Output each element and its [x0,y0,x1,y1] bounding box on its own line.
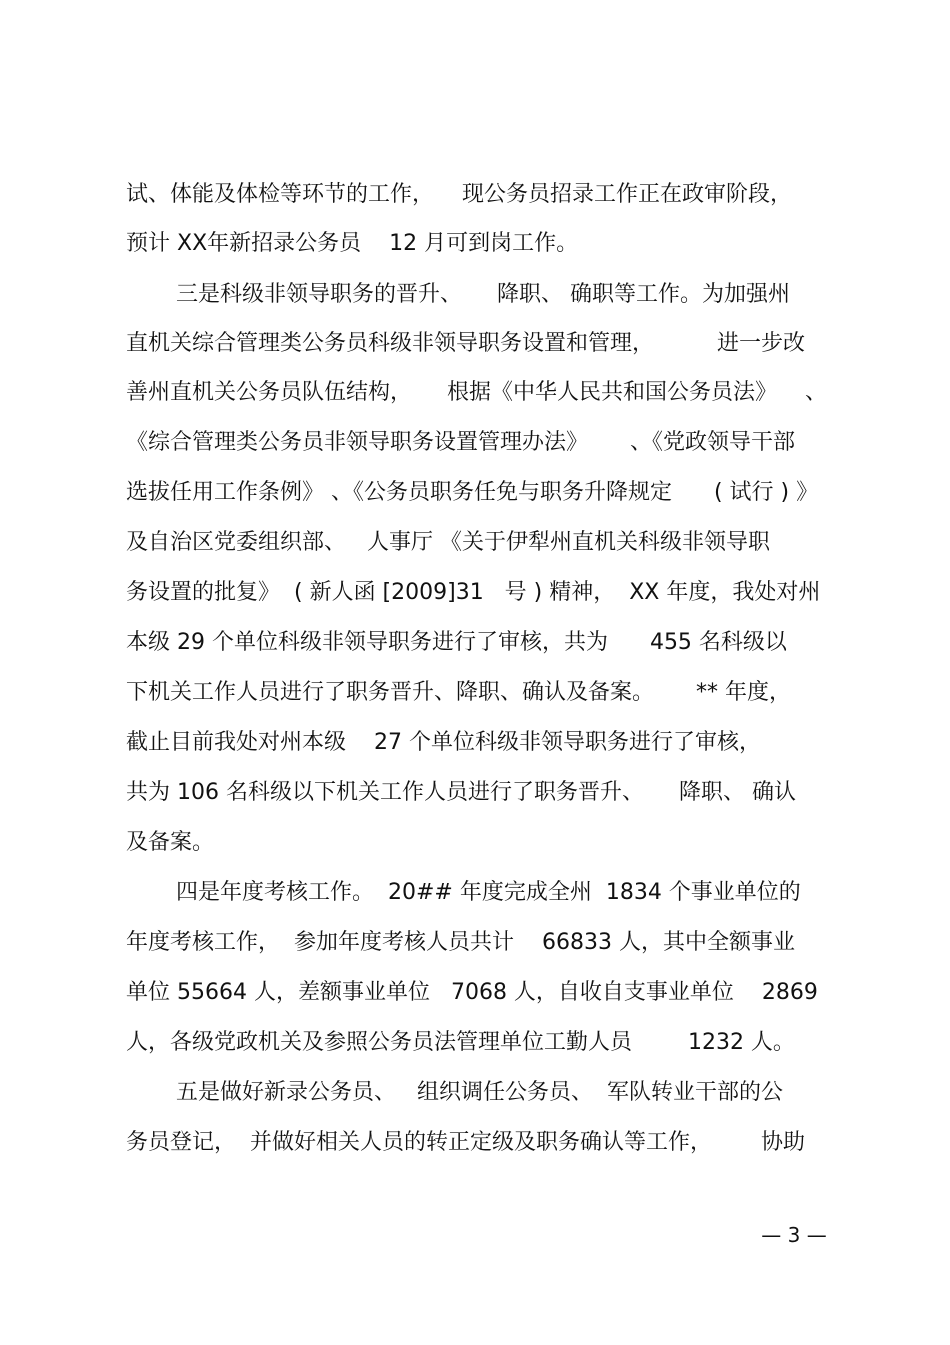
paragraph-line: 人，各级党政机关及参照公务员法管理单位工勤人员 1232 人。 [126,1030,795,1055]
paragraph-line: 四是年度考核工作。 20## 年度完成全州 1834 个事业单位的 [176,880,801,905]
paragraph-line: 预计 XX年新招录公务员 12 月可到岗工作。 [126,231,579,256]
paragraph-line: 单位 55664 人，差额事业单位 7068 人，自收自支事业单位 2869 [126,980,818,1005]
paragraph-line: 善州直机关公务员队伍结构， 根据《中华人民共和国公务员法》 、 [126,380,827,405]
paragraph-line: 选拔任用工作条例》 、《公务员职务任免与职务升降规定 ( 试行 ) 》 [126,480,819,505]
page-number: — 3 — [761,1223,827,1247]
paragraph-line: 共为 106 名科级以下机关工作人员进行了职务晋升、 降职、 确认 [126,780,796,805]
paragraph-line: 下机关工作人员进行了职务晋升、降职、确认及备案。 ** 年度， [126,680,791,705]
paragraph-line: 年度考核工作， 参加年度考核人员共计 66833 人，其中全额事业 [126,930,795,955]
paragraph-line: 务设置的批复》 ( 新人函 [2009]31 号 ) 精神， XX 年度，我处对州 [126,580,821,605]
paragraph-line: 务员登记， 并做好相关人员的转正定级及职务确认等工作， 协助 [126,1130,805,1155]
paragraph-line: 截止目前我处对州本级 27 个单位科级非领导职务进行了审核， [126,730,761,755]
paragraph-line: 及自治区党委组织部、 人事厅 《关于伊犁州直机关科级非领导职 [126,530,770,555]
paragraph-line: 《综合管理类公务员非领导职务设置管理办法》 、《党政领导干部 [126,430,795,455]
paragraph-line: 直机关综合管理类公务员科级非领导职务设置和管理， 进一步改 [126,331,805,356]
paragraph-line: 及备案。 [126,830,215,855]
paragraph-line: 试、体能及体检等环节的工作， 现公务员招录工作正在政审阶段， [126,182,792,207]
paragraph-line: 三是科级非领导职务的晋升、 降职、 确职等工作。为加强州 [176,282,790,307]
paragraph-line: 五是做好新录公务员、 组织调任公务员、 军队转业干部的公 [176,1080,783,1105]
paragraph-line: 本级 29 个单位科级非领导职务进行了审核，共为 455 名科级以 [126,630,787,655]
